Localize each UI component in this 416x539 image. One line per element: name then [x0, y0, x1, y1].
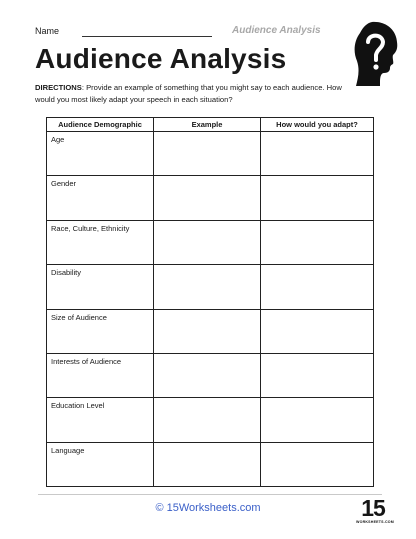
adapt-cell[interactable] — [261, 176, 374, 220]
table-row — [47, 132, 374, 176]
row-label: Education Level — [47, 398, 154, 442]
copyright-link[interactable]: © 15Worksheets.com — [155, 502, 261, 514]
example-cell[interactable] — [154, 220, 261, 264]
logo-number: 15 — [361, 495, 385, 521]
row-label: Disability — [47, 265, 154, 309]
directions — [35, 82, 347, 105]
example-cell[interactable] — [154, 309, 261, 353]
adapt-cell[interactable] — [261, 442, 374, 486]
worksheet-tag: Audience Analysis — [232, 25, 321, 36]
name-line[interactable] — [82, 36, 212, 37]
name-label: Name — [35, 26, 60, 36]
row-label: Size of Audience — [47, 309, 154, 353]
row-label: Interests of Audience — [47, 353, 154, 397]
directions-text: : Provide an example of something that you might say to each audience. How would you most likely adapt your speech in each situation? — [35, 83, 342, 104]
example-cell[interactable] — [154, 353, 261, 397]
table-row — [47, 309, 374, 353]
adapt-cell[interactable] — [261, 265, 374, 309]
row-label: Language — [47, 442, 154, 486]
audience-table — [46, 117, 374, 487]
header-audience-demographic: Audience Demographic — [47, 118, 154, 132]
directions-label: DIRECTIONS — [35, 83, 82, 92]
table-row — [47, 398, 374, 442]
example-cell[interactable] — [154, 176, 261, 220]
site-logo — [356, 495, 394, 524]
example-cell[interactable] — [154, 265, 261, 309]
adapt-cell[interactable] — [261, 309, 374, 353]
header-example: Example — [154, 118, 261, 132]
header-how-adapt: How would you adapt? — [261, 118, 374, 132]
row-label: Age — [47, 132, 154, 176]
footer-divider — [38, 494, 382, 495]
adapt-cell[interactable] — [261, 132, 374, 176]
table-header-row — [47, 118, 374, 132]
row-label: Gender — [47, 176, 154, 220]
adapt-cell[interactable] — [261, 353, 374, 397]
table-row — [47, 265, 374, 309]
example-cell[interactable] — [154, 132, 261, 176]
row-label: Race, Culture, Ethnicity — [47, 220, 154, 264]
logo-text: WORKSHEETS.COM — [356, 520, 394, 524]
page-title: Audience Analysis — [35, 43, 287, 74]
table-row — [47, 353, 374, 397]
table-row — [47, 442, 374, 486]
example-cell[interactable] — [154, 398, 261, 442]
adapt-cell[interactable] — [261, 398, 374, 442]
head-question-mark-icon — [352, 20, 400, 88]
example-cell[interactable] — [154, 442, 261, 486]
adapt-cell[interactable] — [261, 220, 374, 264]
table-row — [47, 220, 374, 264]
table-row — [47, 176, 374, 220]
